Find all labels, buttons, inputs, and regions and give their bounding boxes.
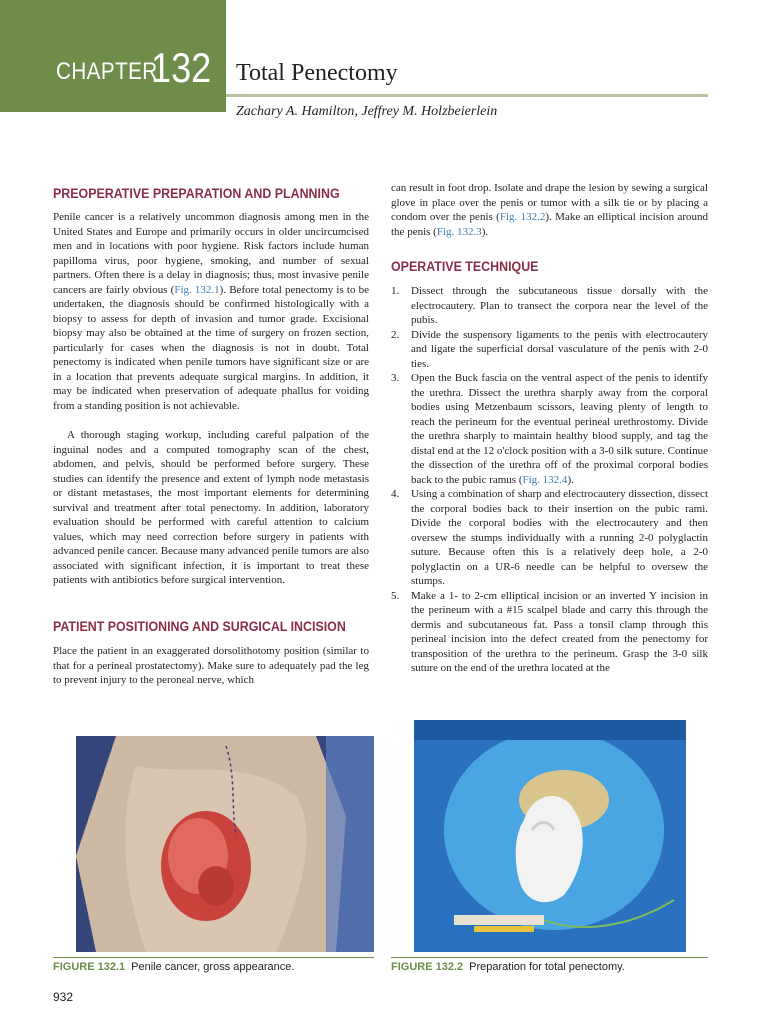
- step-number: 1.: [391, 285, 400, 297]
- figure-photo-1: [76, 736, 374, 952]
- list-item: [391, 589, 708, 676]
- step-text: Divide the suspensory ligaments to the penis with electrocautery and ligate the superficial dorsal vasculature of the penis with 2-0 ties.: [411, 328, 708, 370]
- step-number: 5.: [391, 589, 400, 602]
- list-item: [391, 371, 708, 487]
- step-number: 2.: [391, 328, 400, 341]
- figure-link[interactable]: Fig. 132.2: [499, 211, 546, 223]
- paragraph-text: ). Make an elliptical incision around the penis (: [391, 211, 708, 238]
- paragraph-text: ). Before total penectomy is to be undertaken, the diagnosis should be confirmed histologically with a biopsy to assess for depth of invasion and tumor grade. Excisional biopsy may also be obtained at the time of surgery on frozen section, particularly for cases when the diagnosis is not in doubt. Total penectomy is indicated when penile tumors have significant size or are in a location that prevents adequate surgical margins. In addition, it may be indicated when preservation of adequate phallus for voiding from a standing position is not achievable.: [53, 283, 369, 412]
- caption-rule-1: [53, 957, 374, 958]
- figure-link[interactable]: Fig. 132.1: [174, 283, 220, 296]
- paragraph-preop-1: [53, 210, 369, 413]
- list-item: [391, 328, 708, 372]
- operative-steps: [391, 284, 708, 676]
- list-item: [391, 284, 708, 328]
- caption-text: Preparation for total penectomy.: [469, 961, 625, 973]
- figure-label: FIGURE 132.2: [391, 961, 464, 973]
- figure-caption-2: [391, 961, 625, 973]
- paragraph-text: ).: [481, 225, 489, 238]
- chapter-title: Total Penectomy: [236, 60, 398, 86]
- figure-image-2: [414, 720, 686, 952]
- step-text: ).: [567, 473, 574, 486]
- caption-rule-2: [391, 957, 708, 958]
- step-number: 4.: [391, 488, 400, 500]
- heading-positioning: PATIENT POSITIONING AND SURGICAL INCISION: [53, 619, 346, 634]
- paragraph-positioning-2: [391, 181, 708, 239]
- heading-operative: OPERATIVE TECHNIQUE: [391, 259, 539, 274]
- figure-link[interactable]: Fig. 132.3: [436, 225, 482, 238]
- authors: Zachary A. Hamilton, Jeffrey M. Holzbeierlein: [236, 104, 498, 119]
- paragraph-text: can result in foot drop. Isolate and drape the lesion by sewing a surgical glove in place over the penis or tumor with a silk tie or by placing a condom over the penis (: [391, 182, 708, 223]
- paragraph-text: Penile cancer is a relatively uncommon diagnosis among men in the United States and Europe and primarily occurs in older uncircumcised men and in locations with poor hygiene. Risk factors include human papilloma virus, poor hygiene, smoking, and number of sexual partners. Often there is a delay in diagnosis; thus, most invasive penile cancers are fairly obvious (: [53, 211, 369, 296]
- caption-text: Penile cancer, gross appearance.: [131, 961, 295, 973]
- figure-link[interactable]: Fig. 132.4: [522, 473, 568, 486]
- page-number: 932: [53, 990, 74, 1004]
- figure-label: FIGURE 132.1: [53, 961, 126, 973]
- list-item: [391, 487, 708, 589]
- figure-image-1: [76, 736, 374, 952]
- heading-preoperative: PREOPERATIVE PREPARATION AND PLANNING: [53, 186, 340, 201]
- title-rule: [226, 94, 708, 97]
- figure-caption-1: [53, 961, 294, 973]
- paragraph-preop-2: A thorough staging workup, including careful palpation of the inguinal nodes and a computed tomography scan of the chest, abdomen, and pelvis, should be performed before surgery. These studies can identify the presence and extent of lymph node metastasis or distant metastases, the most important elements for determining survival and treatment after total penectomy. In addition, laboratory evaluation should be performed with careful attention to calcium values, which may need correction before surgery in patients with advanced penile cancer. Because many advanced penile tumors are also associated with significant infection, it is important to treat these patients with antibiotics before surgical intervention.: [53, 429, 369, 586]
- chapter-label: CHAPTER: [56, 58, 158, 85]
- step-text: Using a combination of sharp and electrocautery dissection, dissect the corporal bodies back to their insertion on the pubic rami. Divide the corporal bodies with the electrocautery and then oversew the stumps individually with a running 2-0 polyglactin suture. Because often this is a relatively deep hole, a 2-0 polyglactin on a UR-6 needle can be helpful to oversew the stumps.: [411, 488, 708, 587]
- step-text: Make a 1- to 2-cm elliptical incision or an inverted Y incision in the perineum with a #15 scalpel blade and carry this through the dermis and subcutaneous fat. Pass a tonsil clamp through this perineal incision into the defect created from the penectomy for transposition of the urethra to the perineum. Grasp the 3-0 silk suture on the end of the urethra located at the: [411, 589, 708, 674]
- step-text: Open the Buck fascia on the ventral aspect of the penis to identify the urethra. Dissect the urethra sharply away from the corporal bodies using Metzenbaum scissors, leaving plenty of length to reach the perineum for the eventual perineal urethrostomy. Divide the urethra sharply to maintain healthy blood supply, and tag the distal end at the 12 o'clock position with a 3-0 silk suture. Continue the dissection of the urethra off of the proximal corporal bodies back to the pubic ramus (: [411, 372, 708, 486]
- paragraph-positioning-1: Place the patient in an exaggerated dorsolithotomy position (similar to that for a perineal prostatectomy). Make sure to adequately pad the leg to prevent injury to the peroneal nerve, which: [53, 645, 369, 686]
- figure-photo-2: [414, 720, 686, 952]
- step-number: 3.: [391, 372, 400, 384]
- step-text: Dissect through the subcutaneous tissue dorsally with the electrocautery. Plan to transect the corpora near the level of the pubis.: [411, 285, 708, 326]
- chapter-number: 132: [151, 44, 212, 91]
